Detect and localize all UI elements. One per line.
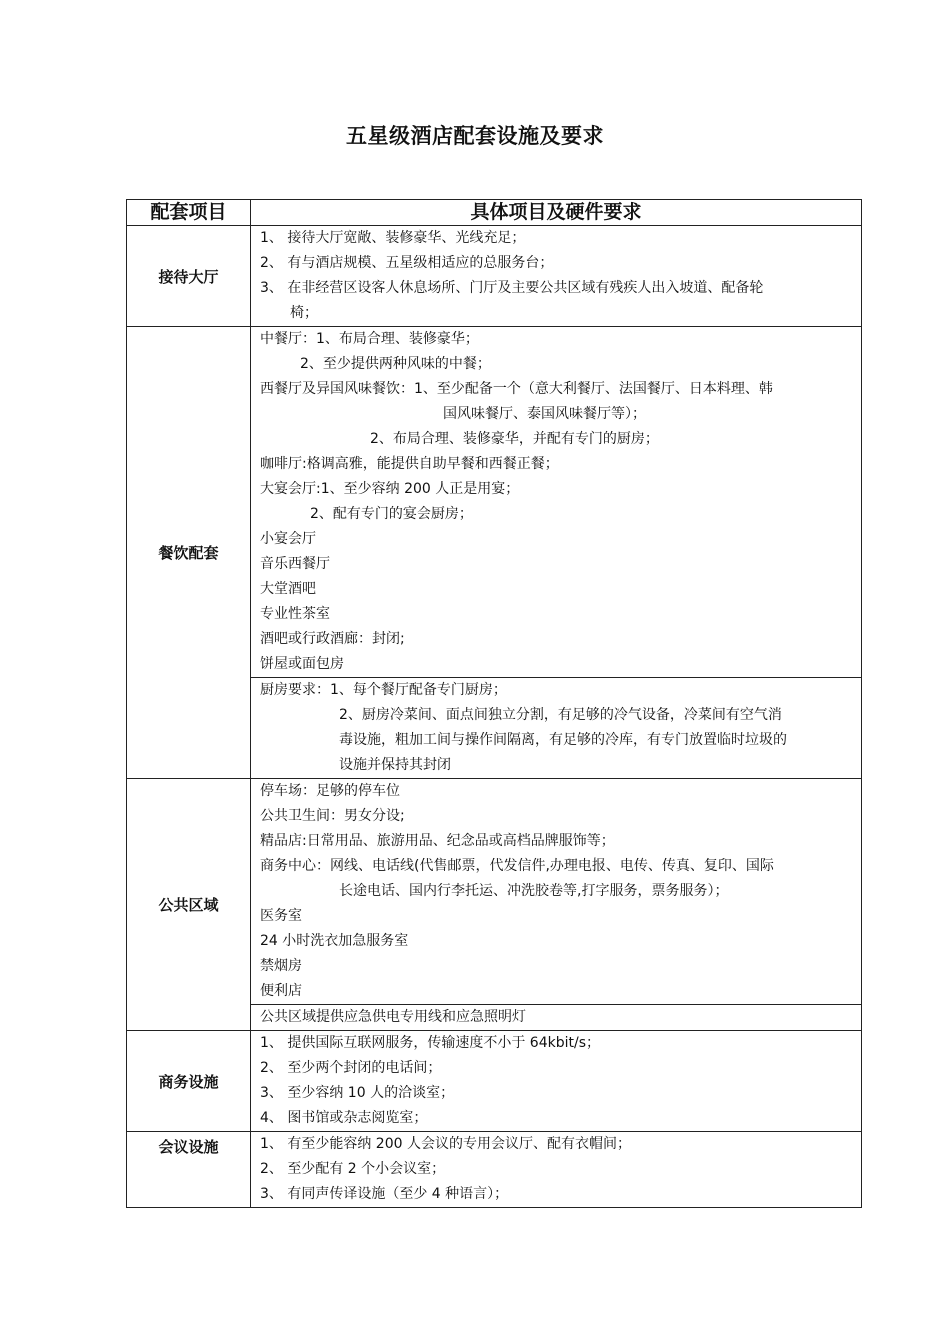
list-item: 国风味餐厅、泰国风味餐厅等）； bbox=[443, 406, 646, 422]
list-item: 精品店:日常用品、旅游用品、纪念品或高档品牌服饰等； bbox=[260, 833, 615, 849]
table-row bbox=[127, 226, 862, 327]
list-item: 1、 提供国际互联网服务，传输速度不小于 64kbit/s； bbox=[260, 1035, 601, 1051]
requirements-cell bbox=[251, 1031, 862, 1132]
list-item: 西餐厅及异国风味餐饮：1、至少配备一个（意大利餐厅、法国餐厅、日本料理、韩 bbox=[260, 381, 773, 397]
list-item: 长途电话、国内行李托运、冲洗胶卷等,打字服务，票务服务）； bbox=[339, 883, 729, 899]
list-item: 公共区域提供应急供电专用线和应急照明灯 bbox=[260, 1009, 526, 1025]
category-business: 商务设施 bbox=[127, 1031, 251, 1132]
list-item: 2、配有专门的宴会厨房； bbox=[310, 506, 473, 522]
list-item: 1、 接待大厅宽敞、装修豪华、光线充足； bbox=[260, 230, 526, 246]
list-item: 1、 有至少能容纳 200 人会议的专用会议厅、配有衣帽间； bbox=[260, 1136, 631, 1152]
table-header-row bbox=[127, 200, 862, 226]
list-item: 便利店 bbox=[260, 983, 302, 999]
list-item: 2、至少提供两种风味的中餐； bbox=[300, 356, 491, 372]
table-row bbox=[127, 779, 862, 1005]
list-item: 毒设施，粗加工间与操作间隔离，有足够的冷库，有专门放置临时垃圾的 bbox=[339, 732, 787, 748]
list-item: 设施并保持其封闭 bbox=[339, 757, 451, 773]
list-item: 饼屋或面包房 bbox=[260, 656, 344, 672]
list-item: 音乐西餐厅 bbox=[260, 556, 330, 572]
table-row bbox=[127, 1031, 862, 1132]
header-requirements: 具体项目及硬件要求 bbox=[251, 200, 862, 226]
header-category: 配套项目 bbox=[127, 200, 251, 226]
list-item: 厨房要求：1、每个餐厅配备专门厨房； bbox=[260, 682, 507, 698]
list-item: 商务中心：网线、电话线(代售邮票，代发信件,办理电报、电传、传真、复印、国际 bbox=[260, 858, 774, 874]
list-item: 4、 图书馆或杂志阅览室； bbox=[260, 1110, 428, 1126]
list-item: 咖啡厅:格调高雅，能提供自助早餐和西餐正餐； bbox=[260, 456, 559, 472]
list-item: 3、 有同声传译设施（至少 4 种语言）； bbox=[260, 1186, 509, 1202]
category-reception: 接待大厅 bbox=[127, 226, 251, 327]
list-item: 禁烟房 bbox=[260, 958, 302, 974]
facilities-table bbox=[126, 199, 862, 1208]
category-meeting: 会议设施 bbox=[127, 1132, 251, 1208]
list-item: 2、 至少配有 2 个小会议室； bbox=[260, 1161, 446, 1177]
list-item: 小宴会厅 bbox=[260, 531, 316, 547]
list-item: 2、厨房冷菜间、面点间独立分割，有足够的冷气设备，冷菜间有空气消 bbox=[339, 707, 782, 723]
requirements-cell-kitchen bbox=[251, 678, 862, 779]
list-item: 椅； bbox=[290, 305, 318, 321]
list-item: 中餐厅：1、布局合理、装修豪华； bbox=[260, 331, 479, 347]
list-item: 医务室 bbox=[260, 908, 302, 924]
list-item: 停车场：足够的停车位 bbox=[260, 783, 400, 799]
requirements-cell bbox=[251, 327, 862, 678]
requirements-cell bbox=[251, 226, 862, 327]
requirements-cell bbox=[251, 1132, 862, 1208]
list-item: 公共卫生间：男女分设; bbox=[260, 808, 405, 824]
list-item: 3、 至少容纳 10 人的洽谈室； bbox=[260, 1085, 455, 1101]
list-item: 酒吧或行政酒廊：封闭; bbox=[260, 631, 405, 647]
requirements-cell bbox=[251, 779, 862, 1005]
requirements-cell-power bbox=[251, 1005, 862, 1031]
list-item: 专业性茶室 bbox=[260, 606, 330, 622]
category-dining: 餐饮配套 bbox=[127, 327, 251, 779]
list-item: 24 小时洗衣加急服务室 bbox=[260, 933, 409, 949]
list-item: 大堂酒吧 bbox=[260, 581, 316, 597]
list-item: 2、布局合理、装修豪华，并配有专门的厨房； bbox=[370, 431, 659, 447]
list-item: 2、 有与酒店规模、五星级相适应的总服务台； bbox=[260, 255, 554, 271]
list-item: 3、 在非经营区设客人休息场所、门厅及主要公共区域有残疾人出入坡道、配备轮 bbox=[260, 280, 764, 296]
table-row bbox=[127, 327, 862, 678]
table-row bbox=[127, 1132, 862, 1208]
document-title: 五星级酒店配套设施及要求 bbox=[346, 123, 604, 148]
category-public: 公共区域 bbox=[127, 779, 251, 1031]
list-item: 大宴会厅:1、至少容纳 200 人正是用宴； bbox=[260, 481, 520, 497]
list-item: 2、 至少两个封闭的电话间； bbox=[260, 1060, 442, 1076]
